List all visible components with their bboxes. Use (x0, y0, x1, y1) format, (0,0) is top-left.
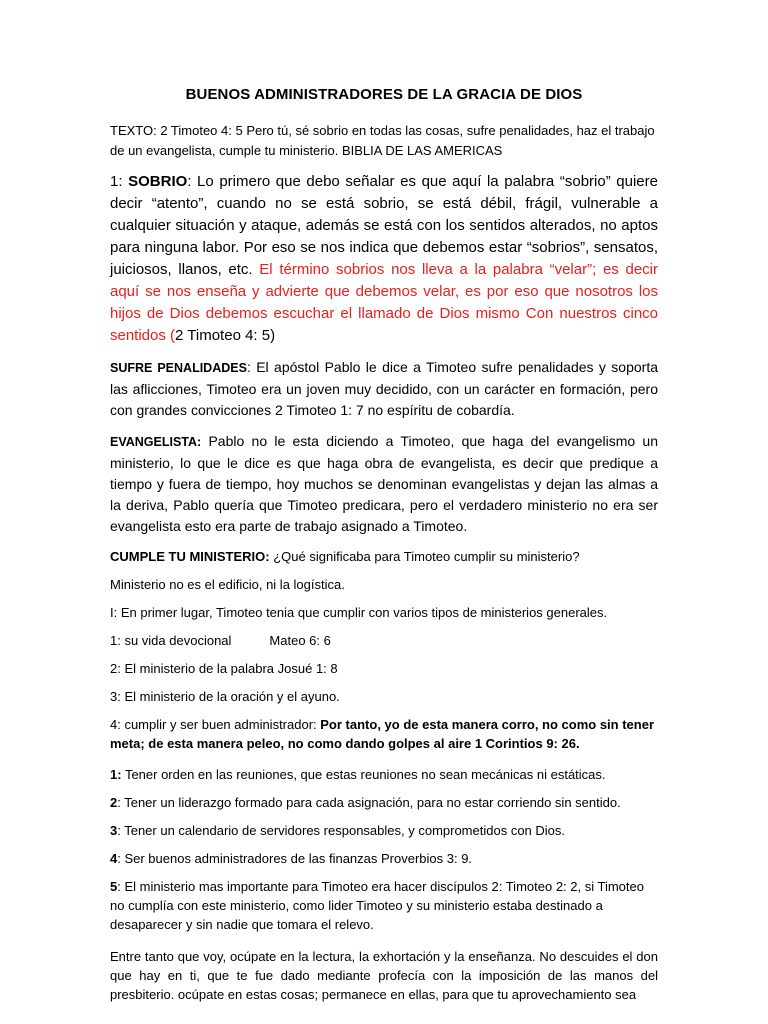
closing-paragraph: Entre tanto que voy, ocúpate en la lectura, la exhortación y la enseñanza. No descuides el don que hay en ti, que te fue dado mediante profecía con la imposición de las manos del presbiterio. ocúpate en estas cosas; permanece en ellas, para que tu aprovechamiento sea (110, 949, 658, 1002)
sobrio-reference: 2 Timoteo 4: 5) (175, 327, 276, 344)
sobrio-paragraph (110, 171, 658, 347)
sobrio-body: : Lo primero que debo señalar es que aquí la palabra “sobrio” quiere decir “atento”, cuando no se está sobrio, se está débil, frágil, vulnerable a cualquier situación y ataque, además se está con los sentidos alterados, no aptos para ninguna labor. Por eso se nos indica que debemos estar “sobrios”, sensatos, juiciosos, llanos, etc. (110, 173, 658, 278)
point-1 (110, 765, 658, 784)
point-2-text: : Tener un liderazgo formado para cada asignación, para no estar corriendo sin sentido. (117, 795, 621, 810)
sobrio-heading: SOBRIO (128, 173, 188, 190)
point-5-number: 5 (110, 879, 118, 894)
list-item-4-verse: Por tanto, yo de esta manera corro, no como sin tener meta; de esta manera peleo, no como dando golpes al aire 1 Corintios 9: 26. (110, 717, 655, 751)
list-item-1 (110, 631, 658, 650)
point-4 (110, 849, 658, 868)
point-2 (110, 793, 658, 812)
point-2-number: 2 (110, 795, 118, 810)
point-3-number: 3 (110, 823, 118, 838)
sobrio-red-text: El término sobrios nos lleva a la palabra “velar”; es decir aquí se nos enseña y advierte que debemos velar, es por eso que nosotros los hijos de Dios debemos escuchar el llamado de Dios mismo Con nuestros cinco sentidos (110, 261, 658, 344)
cumple-heading: CUMPLE TU MINISTERIO: (110, 549, 270, 564)
point-1-text: Tener orden en las reuniones, que estas reuniones no sean mecánicas ni estáticas. (121, 767, 606, 782)
list-item-3: 3: El ministerio de la oración y el ayuno. (110, 689, 340, 704)
list-item-2: 2: El ministerio de la palabra Josué 1: 8 (110, 661, 338, 676)
page-title: BUENOS ADMINISTRADORES DE LA GRACIA DE DIOS (185, 86, 583, 103)
ministerio-no-line: Ministerio no es el edificio, ni la logística. (110, 577, 345, 592)
point-1-number: 1: (110, 767, 122, 782)
sufre-paragraph (110, 357, 658, 421)
point-4-text: : Ser buenos administradores de las finanzas Proverbios 3: 9. (117, 851, 473, 866)
primer-lugar-line: I: En primer lugar, Timoteo tenia que cumplir con varios tipos de ministerios generales. (110, 605, 608, 620)
sufre-heading: SUFRE PENALIDADES (110, 361, 247, 375)
list-item-4 (110, 715, 658, 753)
evangelista-heading: EVANGELISTA: (110, 435, 202, 449)
sobrio-number: 1: (110, 173, 129, 190)
sobrio-paren: ( (165, 327, 176, 344)
cumple-paragraph (110, 547, 658, 566)
sufre-body: : El apóstol Pablo le dice a Timoteo sufre penalidades y soporta las aflicciones, Timoteo era un joven muy decidido, con un carácter en formación, pero con grandes convicciones 2 Timoteo 1: 7 no espíritu de cobardía. (110, 359, 658, 418)
point-3-text: : Tener un calendario de servidores responsables, y comprometidos con Dios. (117, 823, 566, 838)
evangelista-paragraph (110, 431, 658, 537)
point-5 (110, 877, 658, 934)
point-5-text: : El ministerio mas importante para Timoteo era hacer discípulos 2: Timoteo 2: 2, si Timoteo no cumplía con este ministerio, como lider Timoteo y su ministerio estaba destinado a desaparecer y sin nadie que tomara el relevo. (110, 879, 644, 932)
point-4-number: 4 (110, 851, 118, 866)
point-3 (110, 821, 658, 840)
cumple-body: ¿Qué significaba para Timoteo cumplir su ministerio? (269, 549, 580, 564)
evangelista-body: Pablo no le esta diciendo a Timoteo, que haga del evangelismo un ministerio, lo que le dice es que haga obra de evangelista, es decir que predique a tiempo y fuera de tiempo, hoy muchos se denominan evangelistas y dejan las almas a la deriva, Pablo quería que Timoteo predicara, pero el verdadero ministerio no era ser evangelista esto era parte de trabajo asignado a Timoteo. (110, 433, 658, 534)
list-item-4-text: 4: cumplir y ser buen administrador: (110, 717, 321, 732)
key-verse: TEXTO: 2 Timoteo 4: 5 Pero tú, sé sobrio en todas las cosas, sufre penalidades, haz el trabajo de un evangelista, cumple tu ministerio. BIBLIA DE LAS AMERICAS (110, 123, 655, 158)
list-item-1-ref: Mateo 6: 6 (269, 633, 331, 648)
list-item-1-text: 1: su vida devocional (110, 633, 232, 648)
